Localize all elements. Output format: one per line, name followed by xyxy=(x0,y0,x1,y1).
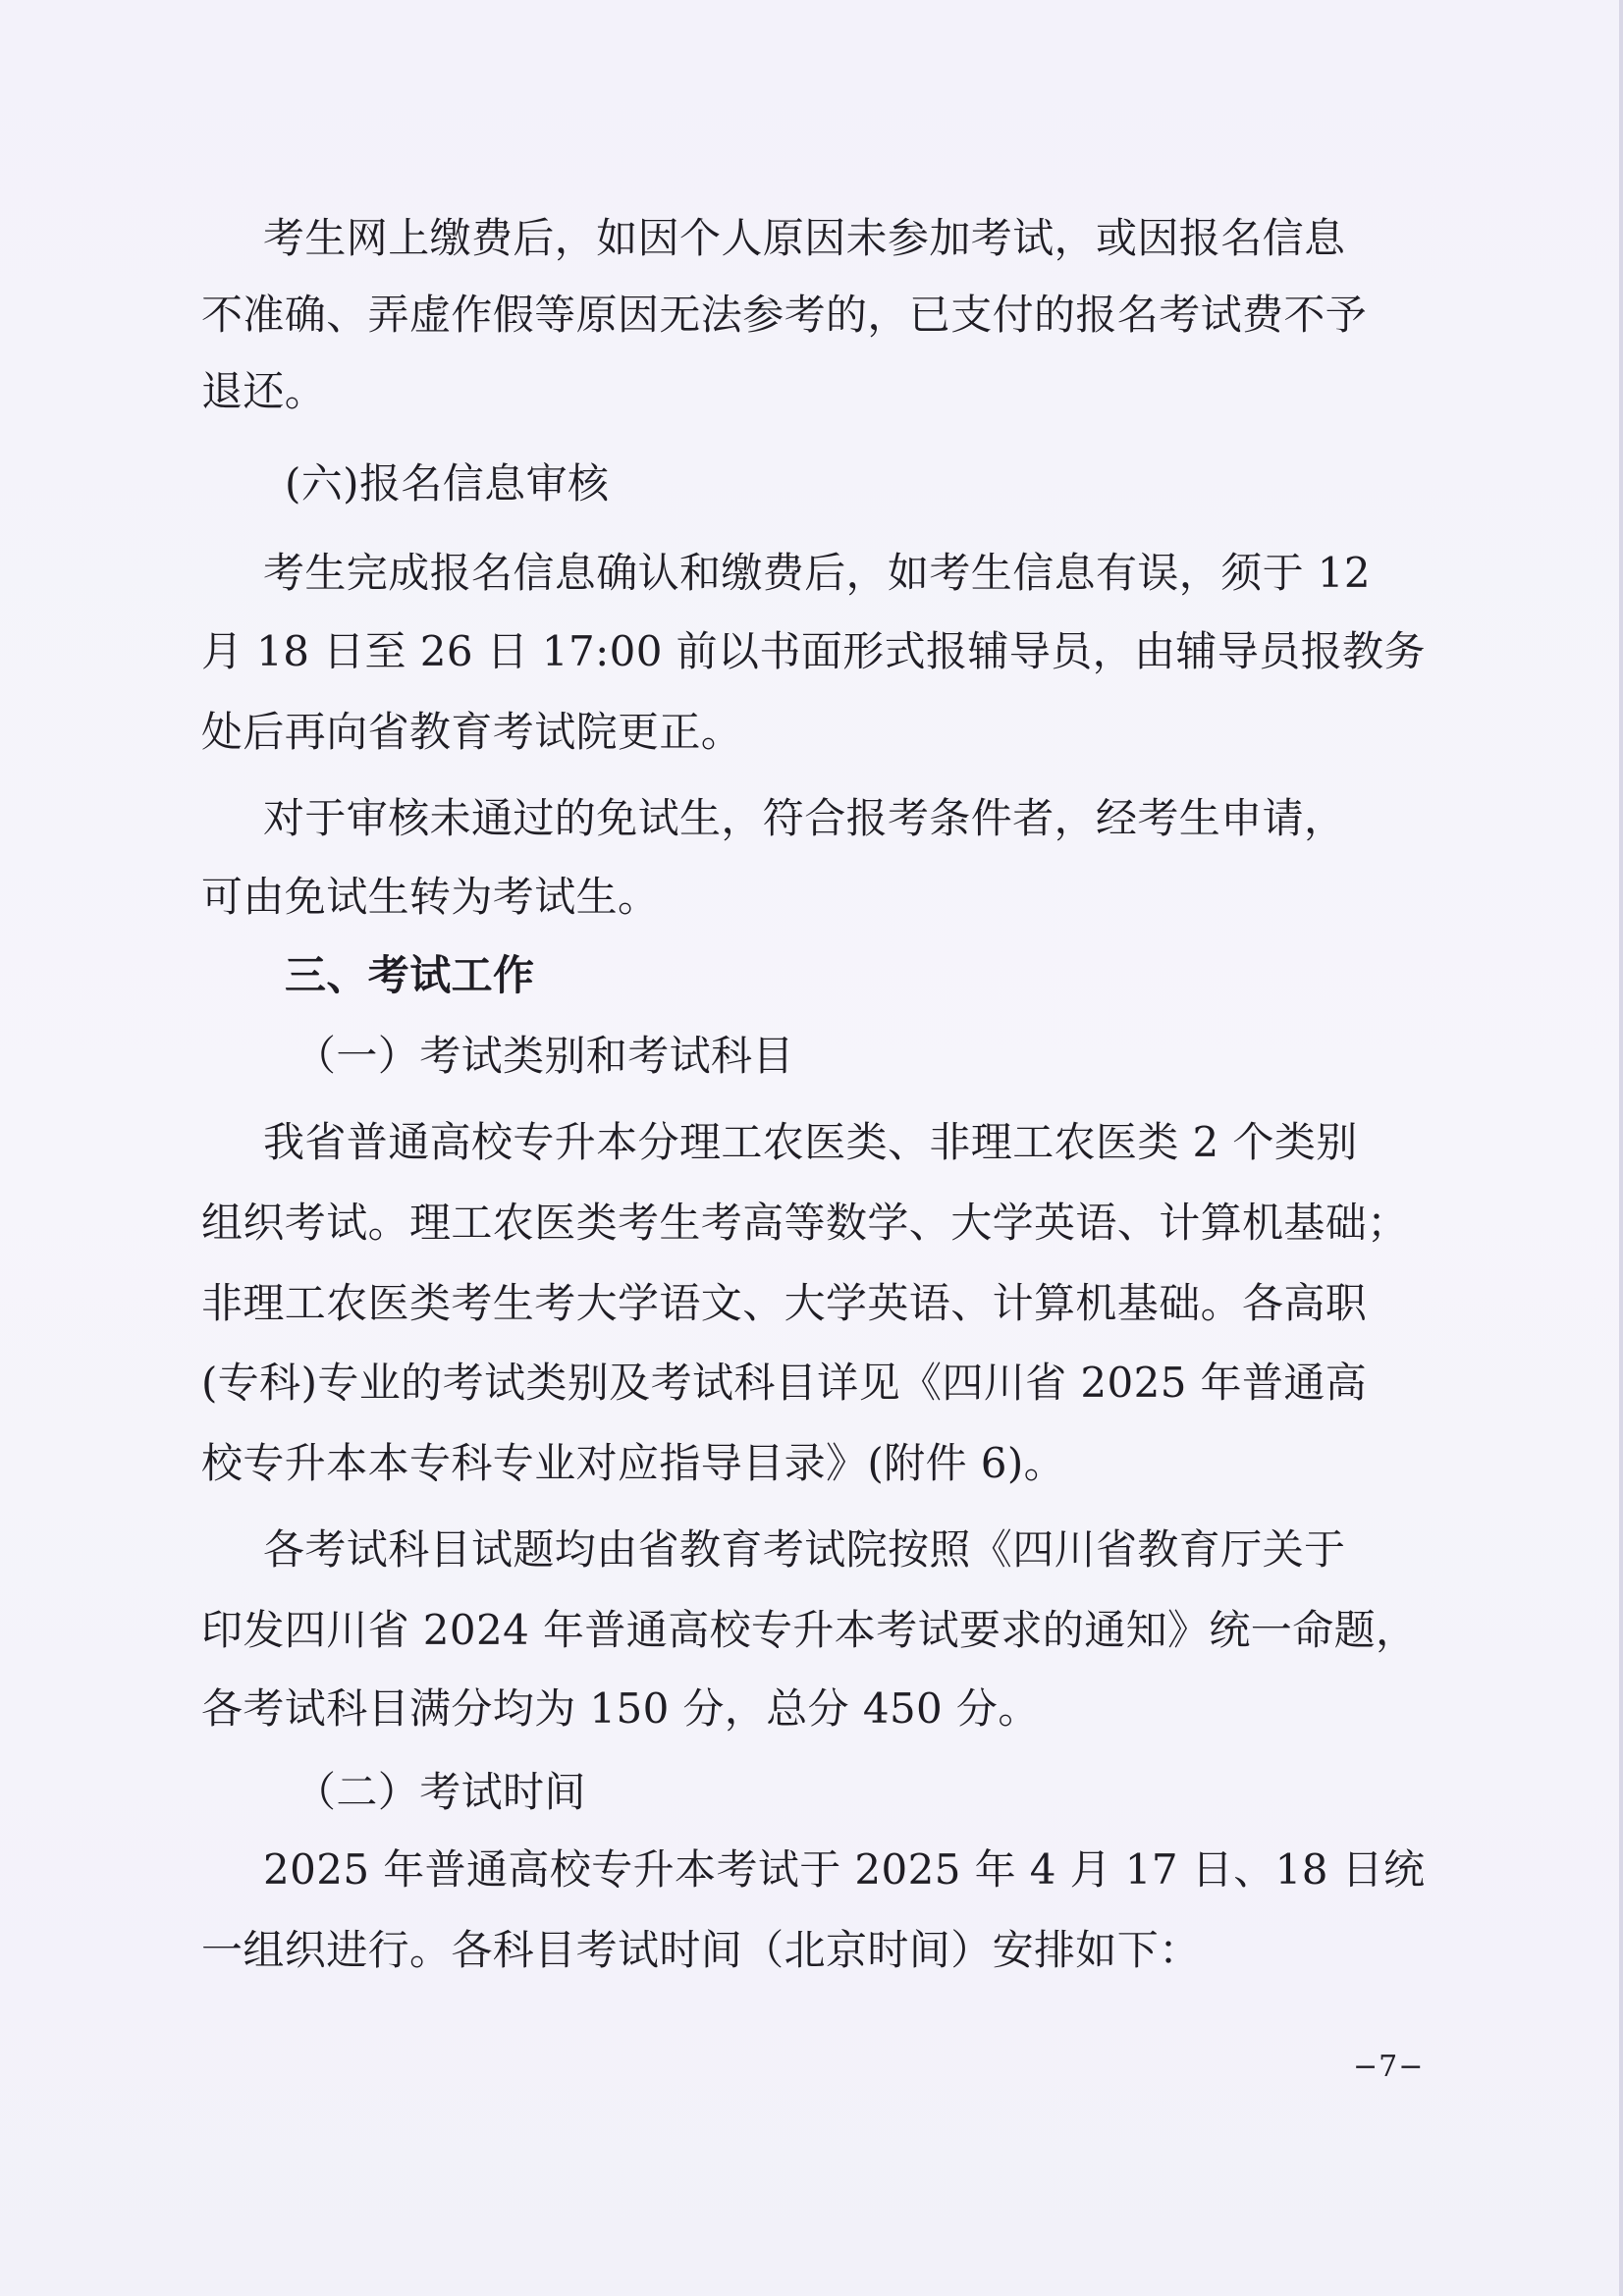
paragraph-exempt-line-2: 可由免试生转为考试生。 xyxy=(201,873,660,921)
paragraph-review-line-2: 月 18 日至 26 日 17:00 前以书面形式报辅导员，由辅导员报教务 xyxy=(201,627,1426,675)
paragraph-refund-line-3: 退还。 xyxy=(201,367,327,415)
chapter-3-title: 三、考试工作 xyxy=(285,951,535,999)
section-6-title: (六)报名信息审核 xyxy=(285,459,610,507)
paragraph-questions-line-2: 印发四川省 2024 年普通高校专升本考试要求的通知》统一命题， xyxy=(201,1606,1418,1654)
paragraph-categories-line-3: 非理工农医类考生考大学语文、大学英语、计算机基础。各高职 xyxy=(201,1279,1368,1327)
section-2-title: （二）考试时间 xyxy=(295,1768,586,1816)
paragraph-time-line-1: 2025 年普通高校专升本考试于 2025 年 4 月 17 日、18 日统 xyxy=(263,1845,1426,1894)
section-1-title: （一）考试类别和考试科目 xyxy=(295,1032,794,1080)
paragraph-refund-line-2: 不准确、弄虚作假等原因无法参考的，已支付的报名考试费不予 xyxy=(201,291,1368,339)
page-number: −7− xyxy=(1353,2050,1425,2084)
paragraph-categories-line-5: 校专升本本专科专业对应指导目录》(附件 6)。 xyxy=(201,1439,1066,1487)
paragraph-review-line-1: 考生完成报名信息确认和缴费后，如考生信息有误，须于 12 xyxy=(263,549,1371,597)
paragraph-questions-line-1: 各考试科目试题均由省教育考试院按照《四川省教育厅关于 xyxy=(263,1525,1346,1574)
paragraph-review-line-3: 处后再向省教育考试院更正。 xyxy=(201,708,743,756)
paragraph-questions-line-3: 各考试科目满分均为 150 分，总分 450 分。 xyxy=(201,1684,1040,1733)
paragraph-categories-line-4: (专科)专业的考试类别及考试科目详见《四川省 2025 年普通高 xyxy=(201,1359,1368,1407)
page-edge xyxy=(1619,0,1623,2296)
paragraph-time-line-2: 一组织进行。各科目考试时间（北京时间）安排如下： xyxy=(201,1926,1201,1974)
paragraph-refund-line-1: 考生网上缴费后，如因个人原因未参加考试，或因报名信息 xyxy=(263,214,1346,262)
paragraph-categories-line-2: 组织考试。理工农医类考生考高等数学、大学英语、计算机基础； xyxy=(201,1199,1409,1247)
paragraph-exempt-line-1: 对于审核未通过的免试生，符合报考条件者，经考生申请， xyxy=(263,794,1346,842)
paragraph-categories-line-1: 我省普通高校专升本分理工农医类、非理工农医类 2 个类别 xyxy=(263,1118,1358,1166)
